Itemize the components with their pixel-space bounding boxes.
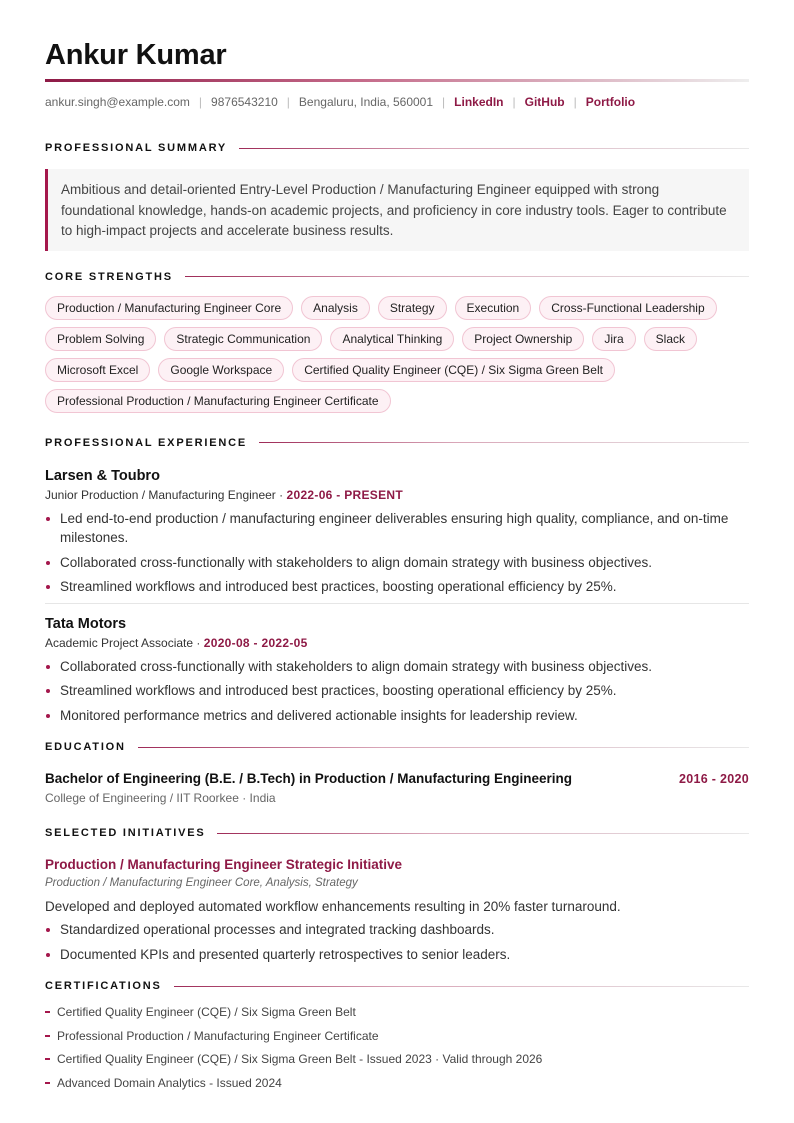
section-title: CERTIFICATIONS: [45, 980, 162, 992]
strength-chip: Google Workspace: [158, 358, 284, 382]
strength-chip: Project Ownership: [462, 327, 584, 351]
contact-separator: |: [573, 95, 577, 109]
job-bullet: Monitored performance metrics and delivered actionable insights for leadership review.: [45, 706, 749, 726]
job-role: Junior Production / Manufacturing Engineer: [45, 487, 276, 502]
section-title: SELECTED INITIATIVES: [45, 827, 206, 839]
contact-separator: |: [512, 95, 516, 109]
strength-chip: Certified Quality Engineer (CQE) / Six Sigma Green Belt: [292, 358, 615, 382]
strength-chip: Analytical Thinking: [330, 327, 454, 351]
strength-chip: Strategy: [378, 296, 447, 320]
education-school: College of Engineering / IIT Roorkee · India: [45, 791, 276, 805]
section-title: PROFESSIONAL SUMMARY: [45, 142, 228, 154]
contact-bar: [45, 94, 749, 110]
section-rule: [239, 148, 749, 149]
experience-section-header: [45, 435, 749, 451]
contact-separator: |: [198, 95, 203, 109]
job-bullet-list: [45, 657, 749, 726]
job-divider: [45, 603, 749, 604]
strength-chip: Problem Solving: [45, 327, 156, 351]
section-rule: [174, 986, 749, 987]
strength-chip: Production / Manufacturing Engineer Core: [45, 296, 293, 320]
meta-separator: ·: [279, 487, 287, 502]
contact-separator: |: [442, 95, 446, 109]
portfolio-link[interactable]: Portfolio: [585, 95, 636, 109]
job-entry: [45, 615, 749, 726]
initiative-bullet-list: [45, 920, 749, 964]
certification-item: Certified Quality Engineer (CQE) / Six Sigma Green Belt: [45, 1004, 749, 1020]
section-title: EDUCATION: [45, 741, 126, 753]
job-bullet: Collaborated cross-functionally with stakeholders to align domain strategy with business objectives.: [45, 657, 749, 677]
certification-item: Professional Production / Manufacturing Engineer Certificate: [45, 1028, 749, 1044]
initiatives-section-header: [45, 825, 749, 841]
github-link[interactable]: GitHub: [524, 95, 565, 109]
job-bullet: Streamlined workflows and introduced best practices, boosting operational efficiency by 25%.: [45, 681, 749, 701]
location-text: Bengaluru, India, 560001: [298, 95, 434, 109]
initiative-bullet: Documented KPIs and presented quarterly retrospectives to senior leaders.: [45, 945, 749, 965]
strength-chip: Strategic Communication: [164, 327, 322, 351]
initiative-tags: Production / Manufacturing Engineer Core, Analysis, Strategy: [45, 877, 358, 889]
summary-text: Ambitious and detail-oriented Entry-Level Production / Manufacturing Engineer equipped with strong foundational knowledge, hands-on academic projects, and proficiency in core industry tools. Eager to contribute to high-impact projects and accelerate business results.: [45, 169, 749, 251]
strengths-section-header: [45, 269, 749, 285]
contact-separator: |: [286, 95, 290, 109]
meta-separator: ·: [196, 635, 204, 650]
job-role: Academic Project Associate: [45, 635, 194, 650]
job-bullet: Collaborated cross-functionally with stakeholders to align domain strategy with business objectives.: [45, 553, 749, 573]
job-meta: [45, 487, 749, 503]
summary-section-header: [45, 140, 749, 156]
job-entry: [45, 467, 749, 604]
linkedin-link[interactable]: LinkedIn: [454, 95, 504, 109]
phone-text[interactable]: 9876543210: [211, 95, 278, 109]
certifications-section-header: [45, 978, 749, 994]
email-text[interactable]: ankur.singh@example.com: [45, 95, 190, 109]
name-underline: [45, 79, 749, 82]
section-rule: [217, 833, 749, 834]
section-title: CORE STRENGTHS: [45, 270, 173, 283]
job-meta: [45, 635, 749, 651]
certification-list: [45, 1004, 749, 1091]
initiative-description: Developed and deployed automated workflow enhancements resulting in 20% faster turnaround.: [45, 899, 621, 914]
education-dates: 2016 - 2020: [678, 772, 749, 786]
strength-chip: Professional Production / Manufacturing Engineer Certificate: [45, 389, 391, 413]
strength-chip: Execution: [455, 296, 532, 320]
job-dates: 2020-08 - 2022-05: [203, 635, 308, 650]
candidate-name: Ankur Kumar: [45, 39, 227, 71]
job-company: Tata Motors: [45, 615, 127, 632]
education-section-header: [45, 739, 749, 755]
certification-item: Advanced Domain Analytics - Issued 2024: [45, 1075, 749, 1091]
section-rule: [259, 442, 749, 443]
job-bullet: Led end-to-end production / manufacturing engineer deliverables ensuring high quality, compliance, and on-time milestones.: [45, 509, 749, 548]
job-bullet-list: [45, 509, 749, 597]
initiative-bullet: Standardized operational processes and integrated tracking dashboards.: [45, 920, 749, 940]
initiative-title: Production / Manufacturing Engineer Strategic Initiative: [45, 857, 403, 872]
strength-chip: Slack: [644, 327, 697, 351]
section-rule: [185, 276, 749, 277]
job-company: Larsen & Toubro: [45, 467, 160, 484]
strength-chip-list: [45, 296, 749, 413]
job-dates: 2022-06 - PRESENT: [286, 487, 403, 502]
strength-chip: Cross-Functional Leadership: [539, 296, 716, 320]
job-bullet: Streamlined workflows and introduced best practices, boosting operational efficiency by 25%.: [45, 577, 749, 597]
strength-chip: Analysis: [301, 296, 370, 320]
strength-chip: Microsoft Excel: [45, 358, 150, 382]
strength-chip: Jira: [592, 327, 635, 351]
section-rule: [138, 747, 749, 748]
education-degree: Bachelor of Engineering (B.E. / B.Tech) in Production / Manufacturing Engineering: [45, 771, 573, 786]
section-title: PROFESSIONAL EXPERIENCE: [45, 436, 247, 449]
certification-item: Certified Quality Engineer (CQE) / Six Sigma Green Belt - Issued 2023 · Valid through 2026: [45, 1051, 749, 1067]
education-entry: [45, 771, 749, 786]
